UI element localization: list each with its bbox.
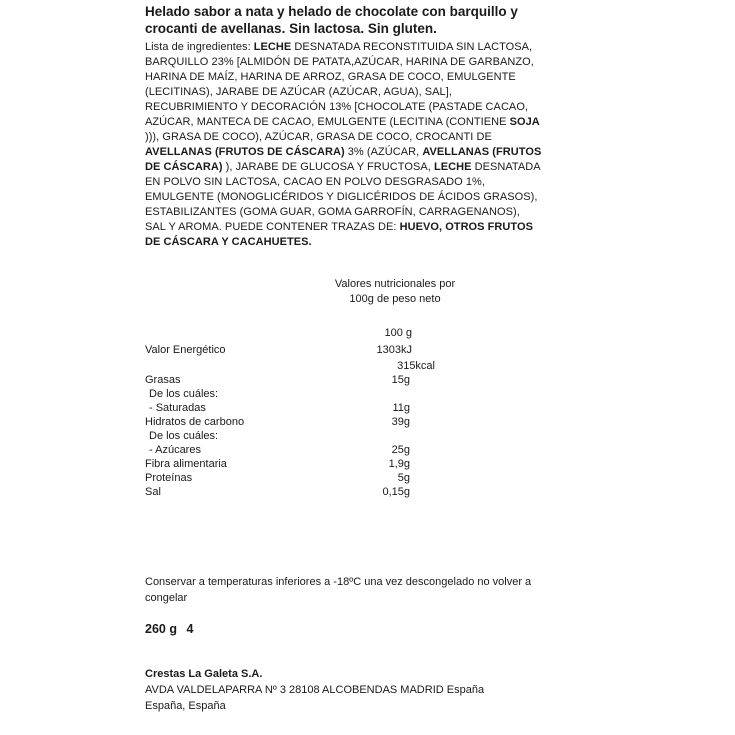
ingredients-line: BARQUILLO 23% [ALMIDÓN DE PATATA,AZÚCAR, HARINA DE GARBANZO, (145, 56, 534, 68)
nutrition-per-value: 100 g (384, 327, 412, 339)
ingredients-line: ))), GRASA DE COCO), AZÚCAR, GRASA DE COCO, CROCANTI DE (145, 131, 492, 143)
nutrition-label: Sal (145, 486, 161, 498)
ingredients-text: ), JARABE DE GLUCOSA Y FRUCTOSA, (222, 161, 434, 173)
ingredients-line: (LECITINAS), JARABE DE AZÚCAR (AZÚCAR, AGUA), SAL], (145, 86, 452, 98)
nutrition-value: 25g (391, 444, 410, 456)
title-line-2: crocanti de avellanas. Sin lactosa. Sin gluten. (145, 21, 437, 36)
company-country: España, España (145, 700, 226, 712)
ingredients-line (145, 220, 595, 235)
nutrition-label: Fibra alimentaria (145, 458, 227, 470)
nutrition-value: 5g (397, 472, 410, 484)
nutrition-label: De los cuáles: (149, 388, 219, 400)
nutrition-header-line: Valores nutricionales por (334, 278, 456, 290)
allergen-text: AVELLANAS (FRUTOS (422, 146, 542, 158)
allergen-text: DE CÁSCARA) (145, 161, 223, 173)
company-info (145, 666, 595, 714)
net-weight (145, 622, 193, 636)
ingredients-line: HARINA DE MAÍZ, HARINA DE ARROZ, GRASA DE COCO, EMULGENTE (145, 71, 516, 83)
nutrition-row (145, 373, 410, 387)
company-name: Crestas La Galeta S.A. (145, 668, 263, 680)
ingredients-text: DESNATADA (471, 161, 541, 173)
allergen-text: AVELLANAS (FRUTOS DE CÁSCARA) (145, 146, 345, 158)
ingredients-text: AZÚCAR, MANTECA DE CACAO, EMULGENTE (LECITINA (CONTIENE (145, 116, 510, 128)
nutrition-label: Grasas (145, 374, 181, 386)
allergen-text: SOJA (509, 116, 540, 128)
ingredients-line: EN POLVO SIN LACTOSA, CACAO EN POLVO DESGRASADO 1%, (145, 176, 485, 188)
nutrition-label: - Azúcares (149, 444, 201, 456)
allergen-text: HUEVO, OTROS FRUTOS (399, 221, 533, 233)
nutrition-row (145, 387, 410, 401)
allergen-text: LECHE (253, 41, 292, 53)
ingredients-label: Lista de ingredientes: (145, 41, 254, 53)
storage-line: congelar (145, 592, 188, 604)
nutrition-header-line: 100g de peso neto (349, 293, 441, 305)
nutrition-row (145, 415, 410, 429)
nutrition-header (315, 277, 475, 307)
nutrition-row (145, 359, 435, 373)
nutrition-value: 1303kJ (376, 344, 412, 356)
product-title (145, 3, 595, 37)
net-weight-value: 260 g (145, 622, 177, 636)
nutrition-row (145, 401, 410, 415)
ingredients-line (145, 40, 595, 55)
ingredients-list (145, 40, 595, 250)
nutrition-value: 11g (392, 402, 410, 414)
nutrition-label: - Saturadas (149, 402, 206, 414)
allergen-text: LECHE (433, 161, 472, 173)
nutrition-value: 0,15g (382, 486, 410, 498)
nutrition-value: 15g (391, 374, 410, 386)
nutrition-label: Proteínas (145, 472, 193, 484)
ingredients-line: RECUBRIMIENTO Y DECORACIÓN 13% [CHOCOLATE (PASTADE CACAO, (145, 101, 529, 113)
nutrition-value: 1,9g (388, 458, 410, 470)
ingredients-text: 3% (AZÚCAR, (344, 146, 423, 158)
ingredients-line (145, 145, 595, 160)
ingredients-text: SAL Y AROMA. PUEDE CONTENER TRAZAS DE: (145, 221, 400, 233)
ingredients-line (145, 160, 595, 175)
ingredients-line (145, 115, 595, 130)
title-line-1: Helado sabor a nata y helado de chocolate con barquillo y (145, 4, 518, 19)
nutrition-row (145, 429, 410, 443)
nutrition-label: Hidratos de carbono (145, 416, 245, 428)
nutrition-value: 315kcal (397, 360, 435, 372)
ingredients-line: EMULGENTE (MONOGLICÉRIDOS Y DIGLICÉRIDOS DE ÁCIDOS GRASOS), (145, 191, 538, 203)
nutrition-row (145, 471, 410, 485)
ingredients-text: DESNATADA RECONSTITUIDA SIN LACTOSA, (291, 41, 533, 53)
nutrition-value: 39g (391, 416, 410, 428)
ingredients-line (145, 235, 595, 250)
nutrition-label: De los cuáles: (149, 430, 219, 442)
storage-line: Conservar a temperaturas inferiores a -18ºC una vez descongelado no volver a (145, 576, 532, 588)
storage-instructions (145, 574, 595, 606)
nutrition-label: Valor Energético (145, 344, 226, 356)
company-address: AVDA VALDELAPARRA Nº 3 28108 ALCOBENDAS MADRID España (145, 684, 485, 696)
ingredients-line: ESTABILIZANTES (GOMA GUAR, GOMA GARROFÍN, CARRAGENANOS), (145, 206, 520, 218)
nutrition-row (145, 343, 412, 357)
nutrition-row (145, 485, 410, 499)
nutrition-per-row (145, 326, 412, 340)
allergen-text: DE CÁSCARA Y CACAHUETES. (145, 236, 312, 248)
nutrition-row (145, 457, 410, 471)
nutrition-row (145, 443, 410, 457)
unit-count: 4 (186, 622, 194, 636)
